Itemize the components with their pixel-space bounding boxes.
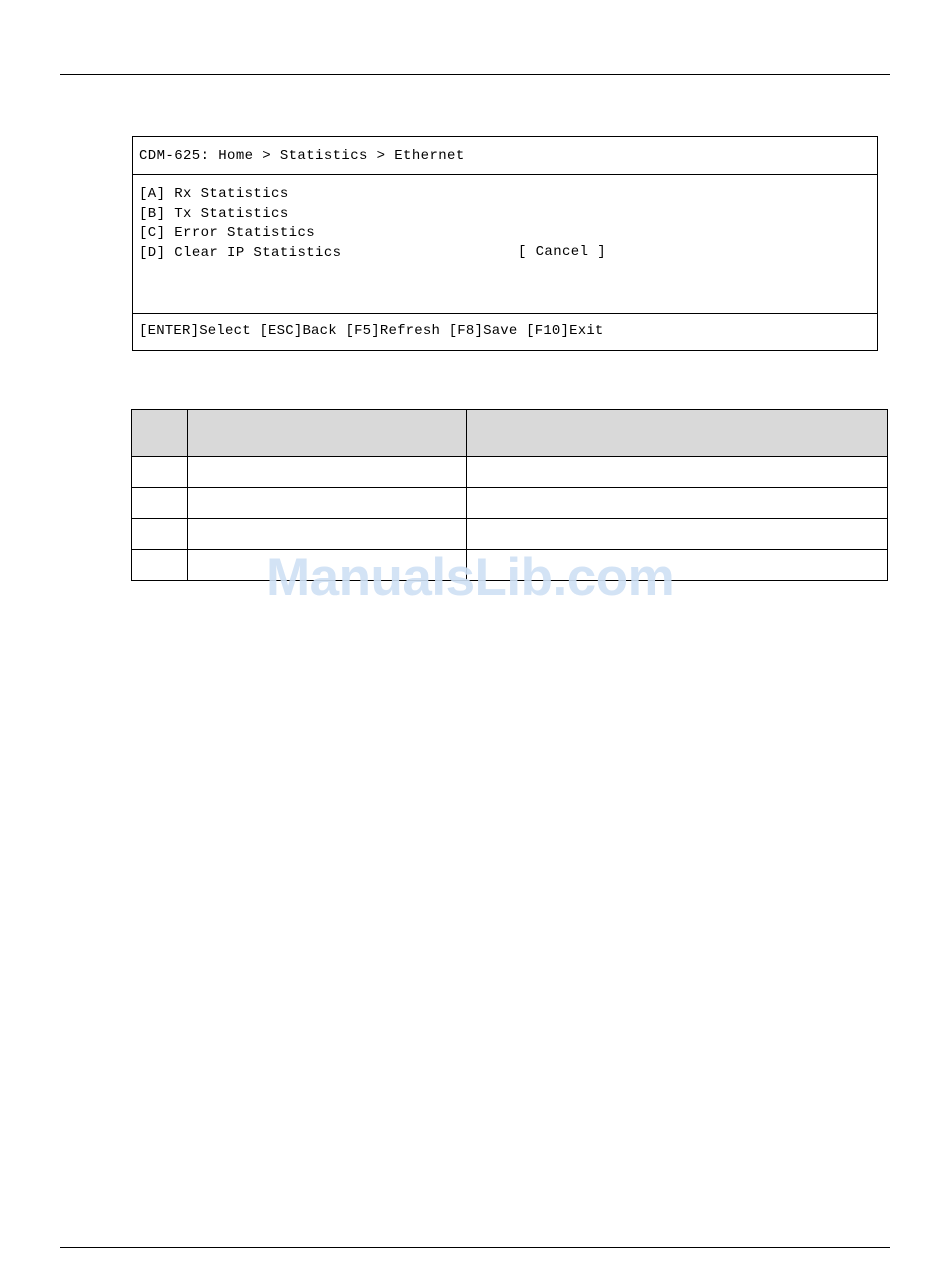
table-row	[132, 488, 888, 519]
table-cell	[132, 488, 188, 519]
terminal-window	[132, 136, 878, 351]
table-row	[132, 457, 888, 488]
table-header-cell	[467, 410, 888, 457]
page-bottom-rule	[60, 1247, 890, 1248]
table-header-cell	[188, 410, 467, 457]
table-row	[132, 519, 888, 550]
cancel-button[interactable]: [ Cancel ]	[518, 244, 607, 260]
menu-item-tx-statistics[interactable]	[139, 206, 289, 222]
table-cell	[188, 519, 467, 550]
menu-item-label: Tx Statistics	[174, 205, 289, 222]
f5-refresh-key[interactable]: [F5]Refresh	[345, 323, 441, 339]
breadcrumb: CDM-625: Home > Statistics > Ethernet	[139, 148, 465, 164]
f8-save-key[interactable]: [F8]Save	[448, 323, 518, 339]
menu-item-label: Clear IP Statistics	[174, 244, 342, 261]
menu-item-error-statistics[interactable]	[139, 225, 315, 241]
table-header-cell	[132, 410, 188, 457]
footer-keys	[139, 323, 604, 339]
f10-exit-key[interactable]: [F10]Exit	[526, 323, 604, 339]
menu-item-label: Rx Statistics	[174, 186, 289, 202]
table-cell	[188, 488, 467, 519]
table-cell	[132, 550, 188, 581]
table-cell	[188, 457, 467, 488]
terminal-footer	[133, 313, 877, 351]
table-header-row	[132, 410, 888, 457]
page-top-rule	[60, 74, 890, 75]
esc-back-key[interactable]: [ESC]Back	[259, 323, 337, 339]
table-cell	[467, 519, 888, 550]
menu-item-rx-statistics[interactable]	[139, 186, 289, 202]
table-cell	[132, 457, 188, 488]
enter-select-key[interactable]: [ENTER]Select	[139, 323, 251, 339]
table-cell	[467, 457, 888, 488]
watermark: ManualsLib.com	[266, 548, 675, 607]
menu-item-key: [B]	[139, 205, 166, 222]
menu-item-key: [A]	[139, 186, 166, 202]
table-cell	[467, 488, 888, 519]
menu-item-clear-ip-statistics[interactable]	[139, 245, 341, 261]
terminal-header	[133, 137, 877, 175]
menu-item-key: [D]	[139, 244, 166, 261]
menu-item-key: [C]	[139, 225, 166, 241]
table-cell	[132, 519, 188, 550]
menu-item-label: Error Statistics	[174, 225, 316, 241]
